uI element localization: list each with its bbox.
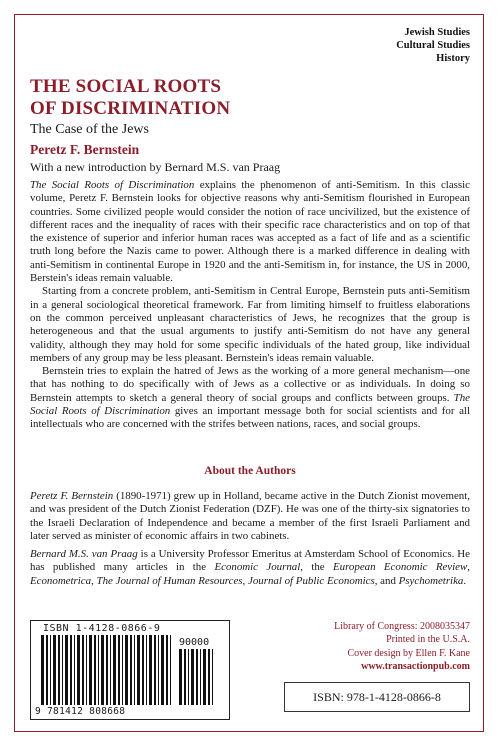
description-text: explains the phenomenon of anti-Semitism. In this classic volume, Peretz F. Bernstein looks for objective reasons why anti-Semitism flourished in European countries. Some civilized people would consider the notion of race uncivilized, but the existence of different races and the inequality of races with their specific race characteristics and on top of that the existence of superior and inferior human races was accepted as a fact of life and as a scientific truth long before the Nazis came to power. Although there is a marked difference in dealing with anti-Semitism in continental Europe in 1920 and the anti-Semitism in, for instance, the US in 2000, Berstein's ideas remain valuable.: [30, 179, 470, 285]
title-line: THE SOCIAL ROOTS: [30, 76, 222, 97]
description-paragraph: [30, 179, 470, 285]
introduction-credit: With a new introduction by Bernard M.S. van Praag: [30, 160, 281, 174]
publisher-website-link[interactable]: www.transactionpub.com: [361, 661, 470, 673]
cover-design-credit: Cover design by Ellen F. Kane: [347, 647, 470, 659]
library-of-congress: Library of Congress: 2008035347: [334, 621, 470, 632]
journal-name: Psychometrika: [398, 574, 464, 587]
book-title-italic: The Social Roots of Discrimination: [30, 179, 195, 191]
bio-author-name: Bernard M.S. van Praag: [30, 548, 138, 561]
bio-text: ,: [467, 561, 470, 574]
book-title: [30, 76, 450, 120]
journal-name: European Economic Review: [333, 561, 468, 574]
journal-name: The Journal of Human Resources: [96, 574, 243, 587]
publication-credits: [334, 620, 470, 674]
author-bio: [30, 548, 470, 588]
book-title-italic: The Social Roots of Discrimination: [30, 391, 470, 418]
price-barcode-icon: [179, 649, 219, 705]
description-text: Bernstein tries to explain the hatred of Jews as the working of a more general mechanism—one that has nothing to do specifically with of Jews as a collective or as individuals. In doing so Bernstein attempts to sketch a general theory of social groups and conflicts between groups.: [30, 365, 470, 404]
author-name: Peretz F. Bernstein: [30, 142, 140, 157]
journal-name: Economic Journal: [214, 561, 301, 574]
journal-name: Econometrica: [30, 574, 92, 587]
book-subtitle: The Case of the Jews: [30, 122, 149, 137]
barcode-isbn-text: ISBN 1-4128-0866-9: [43, 623, 161, 634]
category-label: Cultural Studies: [396, 40, 470, 51]
bio-text: , the: [300, 561, 333, 574]
bio-text: ,: [242, 574, 248, 587]
bio-text: ,: [91, 574, 97, 587]
bio-text: .: [463, 574, 467, 587]
bio-author-name: Peretz F. Bernstein: [30, 490, 114, 502]
book-description: [30, 179, 470, 432]
about-authors-heading: About the Authors: [204, 465, 296, 477]
bio-text: is a University Professor Emeritus at Amsterdam School of Economics. He has published many articles in the: [30, 548, 471, 574]
bio-text: (1890-1971) grew up in Holland, became active in the Dutch Zionist movement, and was president of the Dutch Zionist Federation (DZF). He was one of the thirty-six signatories to the Israeli Declaration of Independence and became a member of the first Israeli Parliament and later served as minister of economic affairs in two cabinets.: [30, 490, 470, 542]
journal-name: Journal of Public Economics: [248, 574, 375, 587]
isbn-box: ISBN: 978-1-4128-0866-8: [284, 682, 470, 712]
author-bios: [30, 490, 470, 593]
bio-text: , and: [374, 574, 399, 587]
category-label: History: [436, 53, 470, 64]
barcode-block: [30, 620, 230, 720]
description-paragraph: Starting from a concrete problem, anti-Semitism in Central Europe, Bernstein puts anti-Semitism in a general sociological theoretical framework. Far from limiting himself to fruitless elaborations on the common perceived unpleasant characteristics of Jews, he recognizes that the group is heterogeneous and that the usual arguments to justify anti-Semitism do not have any general validity, although they may hold for some specific individuals of the hated group, like individual members of any group may be less pleasant. Bernstein's ideas remain valuable.: [30, 285, 470, 364]
description-paragraph: [30, 365, 470, 431]
title-line: OF DISCRIMINATION: [30, 98, 231, 119]
subject-categories: [396, 26, 470, 65]
barcode-icon: [41, 635, 175, 705]
barcode-price-code: 90000: [179, 637, 210, 648]
printed-in: Printed in the U.S.A.: [386, 634, 470, 646]
author-bio: [30, 490, 470, 543]
barcode-digits: 9 781412 808668: [35, 706, 126, 717]
category-label: Jewish Studies: [404, 27, 470, 38]
description-text: gives an important message both for social scientists and for all intellectuals who are concerned with the strifes between nations, races, and social groups.: [30, 405, 470, 431]
